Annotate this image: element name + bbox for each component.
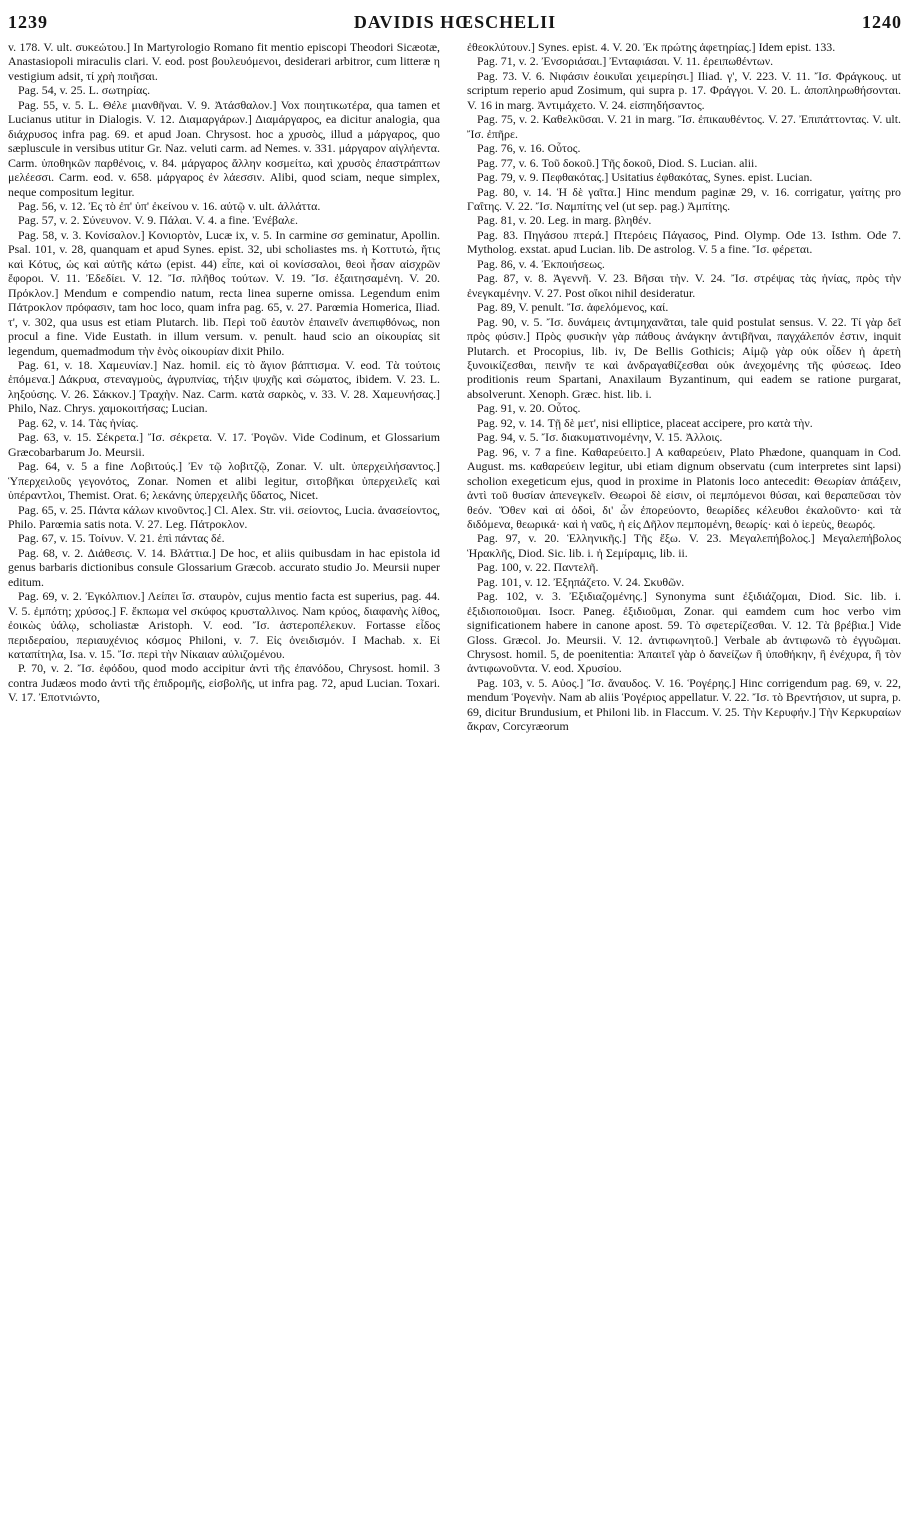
note-paragraph: P. 70, v. 2. Ἴσ. ἐφόδου, quod modo accipitur ἀντὶ τῆς ἐπανόδου, Chrysost. homil. 3 contra Judæos modo ἀντὶ τῆς ἐπιδρομῆς, εἰσβολῆς, ut infra pag. 72, apud Lucian. Τοxari. V. 17. Ἐποτνιώντο, <box>8 661 440 705</box>
note-paragraph: Pag. 56, v. 12. Ἐς τὸ ἐπ' ὑπ' ἐκείνου v. 16. αὐτῷ v. ult. ἀλλάττα. <box>18 198 321 213</box>
right-column <box>467 40 901 1540</box>
page-number-right: 1240 <box>862 12 902 32</box>
note-paragraph: Pag. 57, v. 2. Σύνευνον. V. 9. Πάλαι. V. 4. a fine. Ἐνέβαλε. <box>18 213 299 228</box>
note-paragraph: Pag. 61, v. 18. Χαμευνίαν.] Naz. homil. εἰς τὸ ἅγιον βάπτισμα. V. eod. Τὰ τούτοις ἑπόμενα.] Δάκρυα, στεναγμοὺς, ἀγρυπνίας, τήξιν ψυχῆς καὶ σώματος, ibidem. V. 23. L. ληξούσης. V. 26. Σάκκον.] Τραχὴν. Naz. Carm. κατὰ σαρκὸς, v. 33. V. 28. Χαμευνήσας.] Philo, Naz. Chrys. χαμοκοιτήσας; Lucian. <box>8 357 440 416</box>
note-paragraph: Pag. 101, v. 12. Ἐξηπάζετο. V. 24. Σκυθῶν. <box>477 574 685 589</box>
running-header <box>8 12 902 42</box>
note-paragraph: Pag. 76, v. 16. Οὗτος. <box>477 141 581 156</box>
note-paragraph: Pag. 58, v. 3. Κονίσαλον.] Κονιορτὸν, Lucæ ix, v. 5. In carmine σσ geminatur, Apollin. Psal. 101, v. 28, quanquam et apud Synes. epist. 32, ubi scholiastes ms. ἡ Κοττυτώ, ἥτις καὶ Κότυς, ὡς καὶ αὐτῆς κάτω (epist. 44) εἶπε, καὶ οἱ κονίσσαλοι, θεοὶ ἦσαν αἰσχρῶν ἔφοροι. V. 11. Ἐδεδίει. V. 12. Ἴσ. πλῆθος τούτων. V. 19. Ἴσ. ἐξαιτησαμένη. V. 20. Πρόκλον.] Mendum e compendio natum, recta linea superne omissa. Legendum enim Πάτροκλον πρόφασιν, tam hoc loco, quam infra pag. 65, v. 27. Parœmia Homerica, Iliad. τ', v. 302, qua usus est etiam Plutarch. lib. Περὶ τοῦ ἑαυτὸν ἐπαινεῖν ἀνεπιφθόνως, non procul a fine. Vide Eustath. in illum versum. v. penult. haud scio an οἰκουρίας sit legendum, quemadmodum τὴν ἑνὸς οἰκουρίαν dixit Philo. <box>8 227 440 358</box>
note-paragraph: Pag. 75, v. 2. Καθελκῦσαι. V. 21 in marg. Ἴσ. ἐπικαυθέντος. V. 27. Ἐπιπάττοντας. V. ult. Ἴσ. ἐπῆρε. <box>467 112 901 141</box>
note-paragraph: Pag. 64, v. 5 a fine Λοβιτούς.] Ἐν τῷ λοβιτζῷ, Zonar. V. ult. ὑπερχειλήσαντος.] Ὑπερχειλοῦς γεγονότος, Zonar. Nomen et alibi legitur, σιτοβῆκαι ὑπερχειλεῖς καὶ ὑπέραντλοι, Themist. Orat. 6; λεκάνης ὑπερχειλῆς ὕδατος, Nicet. <box>8 459 440 503</box>
note-paragraph: Pag. 77, v. 6. Τοῦ δοκοῦ.] Τῆς δοκοῦ, Diod. S. Lucian. alii. <box>477 155 758 170</box>
note-paragraph: Pag. 71, v. 2. Ἐνσοριάσαι.] Ἐνταφιάσαι. V. 11. ἐρειπωθέντων. <box>477 54 774 69</box>
running-title: DAVIDIS HŒSCHELII <box>353 12 557 32</box>
note-paragraph: v. 178. V. ult. συκεώτου.] In Martyrologio Romano fit mentio episcopi Theodori Sicæotæ, Anastasiopoli miraculis clari. V. eod. post βουλευόμενοι, desiderari arbitror, cum litteræ η vestigium adsit, τί χρὴ ποιῆσαι. <box>8 40 440 83</box>
note-paragraph: Pag. 63, v. 15. Σέκρετα.] Ἴσ. σέκρετα. V. 17. Ῥογῶν. Vide Codinum, et Glossarium Græcobarbarum Jo. Meursii. <box>8 430 440 459</box>
note-paragraph: Pag. 80, v. 14. Ἡ δὲ γαῖτα.] Hinc mendum paginæ 29, v. 16. corrigatur, γαίτης pro Γαΐτης. V. 22. Ἴσ. Ναμπίτης vel (ut sep. pag.) Ἀμπίτης. <box>467 184 901 213</box>
note-paragraph: Pag. 73. V. 6. Νιφάσιν ἐοικυῖαι χειμερίησι.] Iliad. γ', V. 223. V. 11. Ἴσ. Φράγκους. ut scriptum reperio apud Zosimum, qui supra p. 17. Φράγγοι. V. 20. L. ἀποπληρωθήσονται. V. 16 in marg. Ἀντιμάχετο. V. 24. εἰσπηδήσαντος. <box>467 68 901 112</box>
note-paragraph: Pag. 55, v. 5. L. Θέλε μιανθῆναι. V. 9. Ἀτάσθαλον.] Vox ποιητικωτέρα, qua tamen et Lucianus utitur in Dialogis. V. 12. Διαμαργάρων.] Διαμάργαρος, ea dicitur analogia, qua διάχρυσος infra pag. 69. et apud Joan. Chrysost. hoc a χρυσὸς, illud a μάργαρος, quo sæpluscule in versibus utitur Gr. Naz. veluti carm. ad Nemes. v. 331. μάργαρον αἰγλήεντα. Carm. ὑποθηκῶν παρθένοις, v. 84. μάργαρος ἄλλην κοσμείτω, καὶ χρυσὸς ἐπαστράπτων μελέεσσι. Carm. eod. v. 658. μάργαρος ἐν λάεσσιν. Alibi, quod sciam, neque simplex, neque compositum legitur. <box>8 97 440 199</box>
note-paragraph: Pag. 97, v. 20. Ἑλληνικῆς.] Τῆς ἔξω. V. 23. Μεγαλεπήβολος.] Μεγαλεπήβολος Ἡρακλῆς, Diod. Sic. lib. i. ἡ Σεμίραμις, lib. ii. <box>467 531 901 560</box>
page-number-left: 1239 <box>8 12 48 32</box>
note-paragraph: Pag. 86, v. 4. Ἐκποιήσεως. <box>477 256 605 271</box>
note-paragraph: Pag. 90, v. 5. Ἴσ. δυνάμεις ἀντιμηχανᾶται, tale quid postulat sensus. V. 22. Τί γὰρ δεῖ πρὸς φύσιν.] Πρὸς φυσικὴν γὰρ πάθους ἀνάγκην ἀντιβῆναι, παγχάλεπόν ἐστιν, inquit Plutarch. et Procopius, lib. iv, De Bellis Gothicis; Αἰμῷ γὰρ οὐκ οἶδεν ἡ ἀρετὴ ξυνοικίζεσθαι, πεινῆν τε καὶ ἀνδραγαθίζεσθαι οὐκ ἀνεχομένης τῆς φύσεως. Ideo proditionis reum Spartani, Anaxilaum Byzantinum, qui eadem se ratione purgarat, absolverunt. Xenoph. Græc. hist. lib. i. <box>467 314 901 401</box>
note-paragraph: Pag. 89, V. penult. Ἴσ. ἀφελόμενος, καί. <box>477 300 669 315</box>
note-paragraph: Pag. 67, v. 15. Τοίνυν. V. 21. ἐπὶ πάντας δέ. <box>18 531 225 546</box>
note-paragraph: Pag. 103, v. 5. Αὐος.] Ἴσ. ἄναυδος. V. 16. Ῥογέρης.] Hinc corrigendum pag. 69, v. 22, mendum Ῥογενὴν. Nam ab aliis Ῥογέριος appellatur. V. 22. Ἴσ. τὸ Βρεντήσιον, ut supra, p. 69, dicitur Brundusium, et Philoni lib. in Flaccum. V. 25. Τὴν Κερυφήν.] Τὴν Κερκυραίων ἄκραν, Corcyræorum <box>467 675 901 734</box>
note-paragraph: Pag. 54, v. 25. L. σωτηρίας. <box>18 83 151 98</box>
note-paragraph: Pag. 96, v. 7 a fine. Καθαρεύειτο.] A καθαρεύειν, Plato Phædone, quanquam in Cod. August. ms. καθαρεύειν legitur, ubi etiam dignum observatu (cum interpretes sint lapsi) scholion exegeticum ejus, quod in proxime in Platonis loco antecedit: Θεωρίαν ἀπάξειν, ἀντὶ τοῦ θυσίαν ἀπενεγκεῖν. Θεωροὶ δὲ εἰσιν, οἱ πεμπόμενοι θύσαι, καὶ θεραπεῦσαι τὸν θεόν. Ὅθεν καὶ αἱ ὁδοὶ, δι' ὧν ἐπορεύοντο, θεωρίδες κέλευθοι ἐκαλοῦντο· καὶ τὰ διδόμενα, θεωρικά· καὶ ἡ ναῦς, ἡ εἰς Δῆλον πεμπομένη, θεωρίς· καὶ ὁ ἱερεὺς, θεωρός. <box>467 444 901 531</box>
note-paragraph: Pag. 92, v. 14. Τῇ δὲ μετ', nisi elliptice, placeat accipere, pro κατὰ τὴν. <box>477 415 813 430</box>
note-paragraph: Pag. 91, v. 20. Οὗτος. <box>477 401 581 416</box>
note-paragraph: Pag. 62, v. 14. Τὰς ἡνίας. <box>18 415 139 430</box>
note-paragraph: Pag. 100, v. 22. Παντελῆ. <box>477 560 599 575</box>
note-paragraph: Pag. 81, v. 20. Leg. in marg. βληθέν. <box>477 213 652 228</box>
note-paragraph: Pag. 87, v. 8. Ἀγεννῆ. V. 23. Βῆσαι τὴν. V. 24. Ἴσ. στρέψας τὰς ἡνίας, πρὸς τὴν ἐνεγκαμένην. V. 27. Post οἴκοι nihil desideratur. <box>467 271 901 300</box>
note-paragraph: Pag. 65, v. 25. Πάντα κάλων κινοῦντος.] Cl. Alex. Str. vii. σείοντος, Lucia. ἀνασείοντος, Philo. Parœmia satis nota. V. 27. Leg. Πάτροκλον. <box>8 502 440 531</box>
note-paragraph: Pag. 68, v. 2. Διάθεσις. V. 14. Βλάττια.] De hoc, et aliis quibusdam in hac epistola id genus barbaris dictionibus consule Glossarium Græcob. accurato studio Jo. Meursii nuper editum. <box>8 545 440 589</box>
note-paragraph: ἐθεοκλύτουν.] Synes. epist. 4. V. 20. Ἐκ πρώτης ἀφετηρίας.] Idem epist. 133. <box>467 40 836 54</box>
note-paragraph: Pag. 83. Πηγάσου πτερά.] Πτερόεις Πάγασος, Pind. Olymp. Ode 13. Isthm. Ode 7. Mytholog. exstat. apud Lucian. lib. De astrolog. V. 5 a fine. Ἴσ. φέρεται. <box>467 227 901 257</box>
note-paragraph: Pag. 102, v. 3. Ἐξιδιαζομένης.] Synonyma sunt ἐξιδιάζομαι, Diod. Sic. lib. i. ἐξιδιοποιοῦμαι. Isocr. Paneg. ἐξιδιοῦμαι, Zonar. qui eamdem cum hoc verbo vim significationem habere in canone apost. 59. Τὸ σφετερίζεσθαι. V. 12. Τὰ βρέβια.] Vide Gloss. Græcol. Jo. Meursii. V. 12. ἀντιφωνητοῦ.] Verbale ab ἀντιφωνῶ τὸ ἐγγυῶμαι. Chrysost. homil. 5, de poenitentia: Ἀπαιτεῖ γὰρ ὁ δανείζων ἢ ὑποθήκην, ἢ ἐνέχυρα, ἢ τὸν ἀντιφωνοῦντα. V. eod. Χρυσίου. <box>467 589 901 676</box>
left-column <box>8 40 440 1540</box>
note-paragraph: Pag. 94, v. 5. Ἴσ. διακυματινομένην, V. 15. Ἀλλοις. <box>477 430 723 445</box>
note-paragraph: Pag. 69, v. 2. Ἐγκόλπιον.] Λείπει ἴσ. σταυρὸν, cujus mentio facta est superius, pag. 44. V. 5. ἐμπότη; χρύσος.] F. ἔκπωμα vel σκύφος κρυσταλλινος. Nam κρύος, διαφανὴς λίθος, ἐοικὼς ὑάλῳ, scholiastæ Aristoph. V. eod. Ἴσ. ἀστεροπέλεκυν. Fortasse εἶδος περιδεραίου, περιαυχένιος κόσμος Philoni, v. 7. Εἰς ὀνειδισμόν. I Machab. x. Εἰ καταπίτηλα, Isa. v. 15. Ἴσ. περὶ τὴν Νίκαιαν αὐλιζομένου. <box>8 589 440 662</box>
note-paragraph: Pag. 79, v. 9. Πεφθακότας.] Usitatius ἐφθακότας, Synes. epist. Lucian. <box>477 170 813 185</box>
